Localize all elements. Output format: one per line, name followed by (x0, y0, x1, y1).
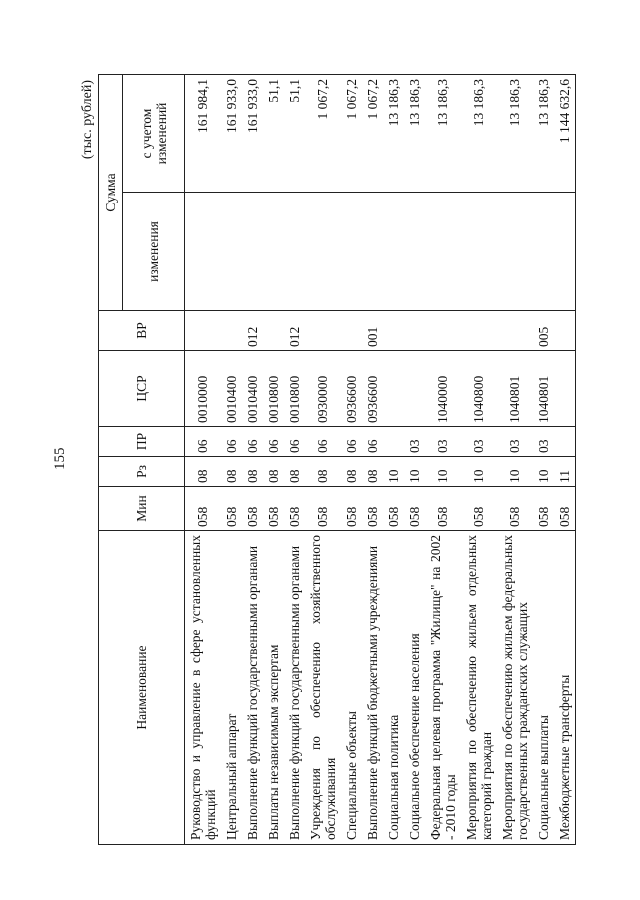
cell-change (362, 193, 383, 311)
header-pr: ПР (99, 427, 185, 457)
header-with-change: с учетом изменений (123, 74, 185, 192)
cell-total: 161 933,0 (221, 74, 242, 192)
cell-min: 058 (305, 487, 341, 531)
cell-name: Специальные объекты (341, 531, 362, 845)
cell-name: Социальная политика (383, 531, 404, 845)
cell-vr (185, 311, 222, 351)
cell-vr (305, 311, 341, 351)
cell-total: 1 067,2 (362, 74, 383, 192)
cell-pr: 06 (362, 427, 383, 457)
budget-table (98, 74, 576, 845)
cell-min: 058 (341, 487, 362, 531)
cell-change (185, 193, 222, 311)
header-rz: Рз (99, 457, 185, 487)
cell-csr: 1040801 (497, 351, 533, 427)
cell-total: 13 186,3 (404, 74, 425, 192)
units-note: (тыс. рублей) (80, 80, 95, 160)
cell-csr: 0010400 (242, 351, 263, 427)
cell-min: 058 (461, 487, 497, 531)
cell-csr: 1040801 (533, 351, 554, 427)
cell-rz: 08 (305, 457, 341, 487)
cell-change (497, 193, 533, 311)
cell-pr: 06 (305, 427, 341, 457)
cell-vr: 001 (362, 311, 383, 351)
header-change: изменения (123, 193, 185, 311)
table-row (242, 74, 263, 844)
cell-total: 161 984,1 (185, 74, 222, 192)
table-row (425, 74, 461, 844)
cell-name: Социальные выплаты (533, 531, 554, 845)
cell-vr (263, 311, 284, 351)
cell-csr: 0010400 (221, 351, 242, 427)
cell-min: 058 (263, 487, 284, 531)
cell-vr (497, 311, 533, 351)
cell-csr: 0010800 (284, 351, 305, 427)
cell-rz: 08 (362, 457, 383, 487)
table-row (383, 74, 404, 844)
cell-pr: 06 (263, 427, 284, 457)
cell-vr: 012 (284, 311, 305, 351)
cell-rz: 10 (404, 457, 425, 487)
cell-vr (404, 311, 425, 351)
cell-csr: 1040000 (425, 351, 461, 427)
cell-total: 13 186,3 (533, 74, 554, 192)
table-row (554, 74, 576, 844)
cell-total: 51,1 (263, 74, 284, 192)
cell-total: 13 186,3 (383, 74, 404, 192)
cell-pr: 03 (425, 427, 461, 457)
cell-csr (404, 351, 425, 427)
cell-pr: 06 (221, 427, 242, 457)
cell-name: Выполнение функций государственными органами (242, 531, 263, 845)
cell-pr: 06 (242, 427, 263, 457)
cell-rz: 08 (341, 457, 362, 487)
cell-rz: 08 (221, 457, 242, 487)
cell-pr: 03 (497, 427, 533, 457)
cell-name: Межбюджетные трансферты (554, 531, 576, 845)
cell-rz: 10 (533, 457, 554, 487)
table-row (362, 74, 383, 844)
cell-pr: 06 (185, 427, 222, 457)
table-row (185, 74, 222, 844)
cell-rz: 10 (425, 457, 461, 487)
cell-csr (383, 351, 404, 427)
header-min: Мин (99, 487, 185, 531)
cell-change (383, 193, 404, 311)
cell-name: Руководство и управление в сфере установленных функций (185, 531, 222, 845)
table-row (404, 74, 425, 844)
cell-total: 1 067,2 (341, 74, 362, 192)
cell-change (461, 193, 497, 311)
cell-csr: 0936600 (362, 351, 383, 427)
cell-min: 058 (533, 487, 554, 531)
cell-vr: 012 (242, 311, 263, 351)
cell-total: 13 186,3 (425, 74, 461, 192)
cell-min: 058 (425, 487, 461, 531)
cell-pr: 03 (404, 427, 425, 457)
table-row (305, 74, 341, 844)
cell-name: Учреждения по обеспечению хозяйственного обслуживания (305, 531, 341, 845)
cell-rz: 08 (242, 457, 263, 487)
cell-pr: 06 (284, 427, 305, 457)
cell-change (341, 193, 362, 311)
table-row (221, 74, 242, 844)
cell-vr (461, 311, 497, 351)
cell-pr (554, 427, 576, 457)
cell-rz: 10 (461, 457, 497, 487)
cell-vr (221, 311, 242, 351)
cell-csr (554, 351, 576, 427)
header-name: Наименование (99, 531, 185, 845)
cell-rz: 08 (263, 457, 284, 487)
cell-rz: 08 (185, 457, 222, 487)
cell-name: Выплаты независимым экспертам (263, 531, 284, 845)
cell-change (425, 193, 461, 311)
cell-vr (383, 311, 404, 351)
cell-min: 058 (221, 487, 242, 531)
cell-total: 161 933,0 (242, 74, 263, 192)
cell-csr: 0010000 (185, 351, 222, 427)
table-row (461, 74, 497, 844)
cell-min: 058 (404, 487, 425, 531)
cell-rz: 08 (284, 457, 305, 487)
cell-csr: 0010800 (263, 351, 284, 427)
cell-name: Выполнение функций бюджетными учреждениями (362, 531, 383, 845)
cell-min: 058 (242, 487, 263, 531)
cell-pr: 03 (533, 427, 554, 457)
cell-vr: 005 (533, 311, 554, 351)
table-row (497, 74, 533, 844)
header-sum: Сумма (99, 74, 123, 310)
cell-name: Социальное обеспечение населения (404, 531, 425, 845)
cell-vr (554, 311, 576, 351)
cell-csr: 0936600 (341, 351, 362, 427)
cell-name: Выполнение функций государственными органами (284, 531, 305, 845)
cell-min: 058 (497, 487, 533, 531)
cell-csr: 1040800 (461, 351, 497, 427)
cell-min: 058 (383, 487, 404, 531)
cell-total: 51,1 (284, 74, 305, 192)
cell-total: 13 186,3 (461, 74, 497, 192)
cell-pr: 03 (461, 427, 497, 457)
cell-change (242, 193, 263, 311)
cell-vr (341, 311, 362, 351)
cell-change (533, 193, 554, 311)
cell-change (263, 193, 284, 311)
cell-change (221, 193, 242, 311)
cell-rz: 11 (554, 457, 576, 487)
page-number: 155 (52, 447, 68, 470)
cell-rz: 10 (497, 457, 533, 487)
cell-name: Центральный аппарат (221, 531, 242, 845)
table-row (263, 74, 284, 844)
cell-change (284, 193, 305, 311)
cell-csr: 0930000 (305, 351, 341, 427)
cell-name: Мероприятия по обеспечению жильем федеральных государственных гражданских служащих (497, 531, 533, 845)
cell-total: 13 186,3 (497, 74, 533, 192)
header-vr: ВР (99, 311, 185, 351)
cell-change (305, 193, 341, 311)
cell-min: 058 (284, 487, 305, 531)
table-row (341, 74, 362, 844)
table-body (185, 74, 576, 844)
cell-total: 1 144 632,6 (554, 74, 576, 192)
cell-change (554, 193, 576, 311)
table-row (533, 74, 554, 844)
cell-min: 058 (554, 487, 576, 531)
cell-change (404, 193, 425, 311)
cell-pr (383, 427, 404, 457)
cell-name: Мероприятия по обеспечению жильем отдельных категорий граждан (461, 531, 497, 845)
cell-total: 1 067,2 (305, 74, 341, 192)
cell-pr: 06 (341, 427, 362, 457)
cell-name: Федеральная целевая программа "Жилище" на 2002 - 2010 годы (425, 531, 461, 845)
table-row (284, 74, 305, 844)
cell-vr (425, 311, 461, 351)
header-csr: ЦСР (99, 351, 185, 427)
cell-rz: 10 (383, 457, 404, 487)
cell-min: 058 (362, 487, 383, 531)
cell-min: 058 (185, 487, 222, 531)
